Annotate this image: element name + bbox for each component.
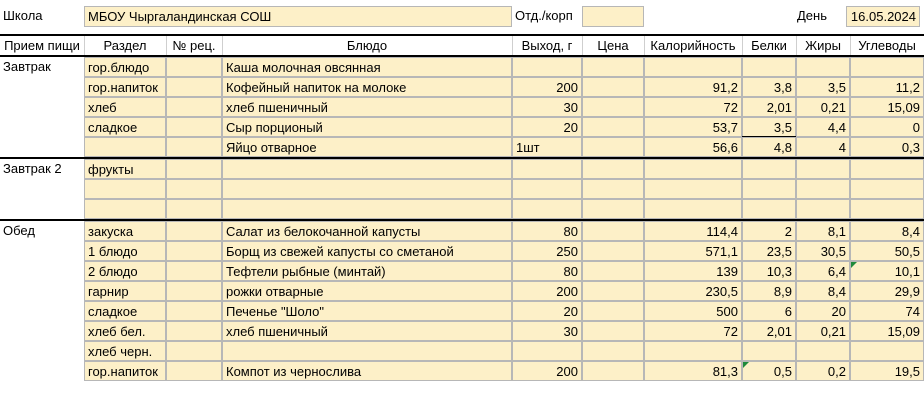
protein-cell[interactable]: 23,5 (742, 241, 796, 261)
recipe-cell[interactable] (166, 179, 222, 199)
output-cell[interactable]: 80 (512, 261, 582, 281)
fat-cell[interactable]: 30,5 (796, 241, 850, 261)
protein-cell[interactable] (742, 159, 796, 179)
section-cell[interactable]: хлеб (84, 97, 166, 117)
price-cell[interactable] (582, 301, 644, 321)
school-field[interactable]: МБОУ Чыргаландинская СОШ (84, 6, 512, 27)
carbs-cell[interactable] (850, 159, 924, 179)
dish-cell[interactable]: хлеб пшеничный (222, 97, 512, 117)
section-cell[interactable]: хлеб черн. (84, 341, 166, 361)
price-cell[interactable] (582, 179, 644, 199)
recipe-cell[interactable] (166, 341, 222, 361)
protein-cell[interactable]: 10,3 (742, 261, 796, 281)
carbs-cell[interactable]: 29,9 (850, 281, 924, 301)
dish-cell[interactable]: Кофейный напиток на молоке (222, 77, 512, 97)
output-cell[interactable] (512, 179, 582, 199)
dish-cell[interactable]: хлеб пшеничный (222, 321, 512, 341)
carbs-cell[interactable]: 11,2 (850, 77, 924, 97)
dish-cell[interactable]: Печенье "Шоло" (222, 301, 512, 321)
carbs-cell[interactable] (850, 57, 924, 77)
recipe-cell[interactable] (166, 159, 222, 179)
fat-cell[interactable]: 8,4 (796, 281, 850, 301)
output-cell[interactable] (512, 199, 582, 219)
dept-label: Отд./корп (515, 8, 573, 23)
dish-cell[interactable]: Каша молочная овсянная (222, 57, 512, 77)
price-cell[interactable] (582, 341, 644, 361)
fat-cell[interactable]: 0,21 (796, 321, 850, 341)
fat-cell[interactable]: 20 (796, 301, 850, 321)
comment-marker-icon (743, 362, 749, 368)
fat-cell[interactable] (796, 57, 850, 77)
column-divider (84, 36, 85, 55)
calories-cell[interactable]: 114,4 (644, 221, 742, 241)
dish-cell[interactable]: Салат из белокочанной капусты (222, 221, 512, 241)
section-cell[interactable] (84, 137, 166, 157)
section-cell[interactable]: сладкое (84, 301, 166, 321)
fat-cell[interactable]: 4,4 (796, 117, 850, 137)
calories-cell[interactable]: 139 (644, 261, 742, 281)
fat-cell[interactable] (796, 159, 850, 179)
price-cell[interactable] (582, 57, 644, 77)
dish-cell[interactable]: Тефтели рыбные (минтай) (222, 261, 512, 281)
carbs-cell[interactable] (850, 341, 924, 361)
recipe-cell[interactable] (166, 97, 222, 117)
column-divider (512, 36, 513, 55)
carbs-cell[interactable]: 0 (850, 117, 924, 137)
dish-cell[interactable] (222, 179, 512, 199)
recipe-cell[interactable] (166, 241, 222, 261)
protein-cell[interactable] (742, 341, 796, 361)
calories-cell[interactable]: 91,2 (644, 77, 742, 97)
carbs-cell[interactable]: 19,5 (850, 361, 924, 381)
protein-cell[interactable] (742, 199, 796, 219)
meal-divider (84, 159, 85, 219)
recipe-cell[interactable] (166, 321, 222, 341)
output-cell[interactable]: 80 (512, 221, 582, 241)
meal-name: Завтрак (3, 59, 51, 74)
recipe-cell[interactable] (166, 361, 222, 381)
fat-cell[interactable]: 0,2 (796, 361, 850, 381)
protein-cell[interactable]: 0,5 (742, 361, 796, 381)
price-cell[interactable] (582, 321, 644, 341)
protein-cell[interactable] (742, 57, 796, 77)
carbs-cell[interactable]: 0,3 (850, 137, 924, 157)
output-cell[interactable]: 30 (512, 97, 582, 117)
column-divider (742, 36, 743, 55)
cell-underline (742, 136, 796, 137)
output-cell[interactable]: 200 (512, 77, 582, 97)
output-cell[interactable]: 20 (512, 301, 582, 321)
section-cell[interactable]: фрукты (84, 159, 166, 179)
fat-cell[interactable]: 3,5 (796, 77, 850, 97)
carbs-cell[interactable]: 8,4 (850, 221, 924, 241)
calories-cell[interactable] (644, 199, 742, 219)
dish-cell[interactable]: Сыр порционый (222, 117, 512, 137)
protein-cell[interactable]: 3,8 (742, 77, 796, 97)
price-cell[interactable] (582, 77, 644, 97)
protein-cell[interactable] (742, 179, 796, 199)
day-field[interactable]: 16.05.2024 (846, 6, 920, 27)
recipe-cell[interactable] (166, 137, 222, 157)
calories-cell[interactable] (644, 57, 742, 77)
fat-cell[interactable] (796, 199, 850, 219)
dish-cell[interactable]: Борщ из свежей капусты со сметаной (222, 241, 512, 261)
protein-cell[interactable]: 3,5 (742, 117, 796, 137)
section-cell[interactable] (84, 179, 166, 199)
dish-cell[interactable] (222, 341, 512, 361)
price-cell[interactable] (582, 117, 644, 137)
meal-name: Завтрак 2 (3, 161, 62, 176)
column-header: Углеводы (858, 38, 916, 53)
calories-cell[interactable]: 72 (644, 321, 742, 341)
dish-cell[interactable]: Компот из чернослива (222, 361, 512, 381)
section-cell[interactable]: 1 блюдо (84, 241, 166, 261)
calories-cell[interactable] (644, 179, 742, 199)
protein-cell[interactable]: 2 (742, 221, 796, 241)
carbs-cell[interactable]: 15,09 (850, 97, 924, 117)
price-cell[interactable] (582, 261, 644, 281)
column-header: Прием пищи (4, 38, 80, 53)
carbs-cell[interactable]: 15,09 (850, 321, 924, 341)
dish-cell[interactable] (222, 199, 512, 219)
carbs-cell[interactable]: 10,1 (850, 261, 924, 281)
protein-cell[interactable]: 6 (742, 301, 796, 321)
output-cell[interactable]: 20 (512, 117, 582, 137)
fat-cell[interactable] (796, 179, 850, 199)
protein-cell[interactable]: 2,01 (742, 321, 796, 341)
comment-marker-icon (851, 262, 857, 268)
section-cell[interactable]: 2 блюдо (84, 261, 166, 281)
section-cell[interactable]: гор.блюдо (84, 57, 166, 77)
section-cell[interactable]: гор.напиток (84, 77, 166, 97)
carbs-cell[interactable]: 50,5 (850, 241, 924, 261)
meal-divider (84, 221, 85, 381)
column-divider (582, 36, 583, 55)
price-cell[interactable] (582, 281, 644, 301)
recipe-cell[interactable] (166, 221, 222, 241)
output-cell[interactable]: 200 (512, 361, 582, 381)
carbs-cell[interactable]: 74 (850, 301, 924, 321)
section-cell[interactable] (84, 199, 166, 219)
fat-cell[interactable]: 4 (796, 137, 850, 157)
output-cell[interactable]: 250 (512, 241, 582, 261)
dish-cell[interactable] (222, 159, 512, 179)
protein-cell[interactable]: 2,01 (742, 97, 796, 117)
calories-cell[interactable] (644, 159, 742, 179)
calories-cell[interactable]: 500 (644, 301, 742, 321)
day-label: День (797, 8, 827, 23)
calories-cell[interactable]: 56,6 (644, 137, 742, 157)
section-cell[interactable]: гор.напиток (84, 361, 166, 381)
carbs-cell[interactable] (850, 199, 924, 219)
section-cell[interactable]: закуска (84, 221, 166, 241)
calories-cell[interactable]: 571,1 (644, 241, 742, 261)
recipe-cell[interactable] (166, 199, 222, 219)
calories-cell[interactable]: 53,7 (644, 117, 742, 137)
column-header: Жиры (805, 38, 841, 53)
fat-cell[interactable]: 0,21 (796, 97, 850, 117)
dept-field[interactable] (582, 6, 644, 27)
fat-cell[interactable] (796, 341, 850, 361)
column-header: Калорийность (650, 38, 736, 53)
column-divider (644, 36, 645, 55)
recipe-cell[interactable] (166, 281, 222, 301)
column-header: Выход, г (521, 38, 573, 53)
dish-cell[interactable]: Яйцо отварное (222, 137, 512, 157)
column-divider (850, 36, 851, 55)
carbs-cell[interactable] (850, 179, 924, 199)
price-cell[interactable] (582, 97, 644, 117)
recipe-cell[interactable] (166, 117, 222, 137)
price-cell[interactable] (582, 221, 644, 241)
price-cell[interactable] (582, 241, 644, 261)
price-cell[interactable] (582, 361, 644, 381)
recipe-cell[interactable] (166, 57, 222, 77)
recipe-cell[interactable] (166, 301, 222, 321)
column-header: Раздел (103, 38, 147, 53)
school-label: Школа (3, 8, 43, 23)
calories-cell[interactable]: 230,5 (644, 281, 742, 301)
output-cell[interactable]: 1шт (512, 137, 582, 157)
column-divider (796, 36, 797, 55)
column-header: Цена (597, 38, 629, 53)
column-header: № рец. (172, 38, 216, 53)
section-cell[interactable]: сладкое (84, 117, 166, 137)
output-cell[interactable]: 200 (512, 281, 582, 301)
calories-cell[interactable]: 81,3 (644, 361, 742, 381)
meal-name: Обед (3, 223, 35, 238)
column-divider (166, 36, 167, 55)
protein-cell[interactable]: 4,8 (742, 137, 796, 157)
recipe-cell[interactable] (166, 77, 222, 97)
column-header: Блюдо (346, 38, 388, 53)
column-divider (222, 36, 223, 55)
price-cell[interactable] (582, 199, 644, 219)
price-cell[interactable] (582, 137, 644, 157)
column-header: Белки (751, 38, 787, 53)
calories-cell[interactable] (644, 341, 742, 361)
output-cell[interactable] (512, 57, 582, 77)
output-cell[interactable] (512, 341, 582, 361)
section-cell[interactable]: хлеб бел. (84, 321, 166, 341)
dish-cell[interactable]: рожки отварные (222, 281, 512, 301)
output-cell[interactable] (512, 159, 582, 179)
price-cell[interactable] (582, 159, 644, 179)
recipe-cell[interactable] (166, 261, 222, 281)
protein-cell[interactable]: 8,9 (742, 281, 796, 301)
meal-divider (84, 57, 85, 157)
calories-cell[interactable]: 72 (644, 97, 742, 117)
fat-cell[interactable]: 8,1 (796, 221, 850, 241)
section-cell[interactable]: гарнир (84, 281, 166, 301)
fat-cell[interactable]: 6,4 (796, 261, 850, 281)
output-cell[interactable]: 30 (512, 321, 582, 341)
